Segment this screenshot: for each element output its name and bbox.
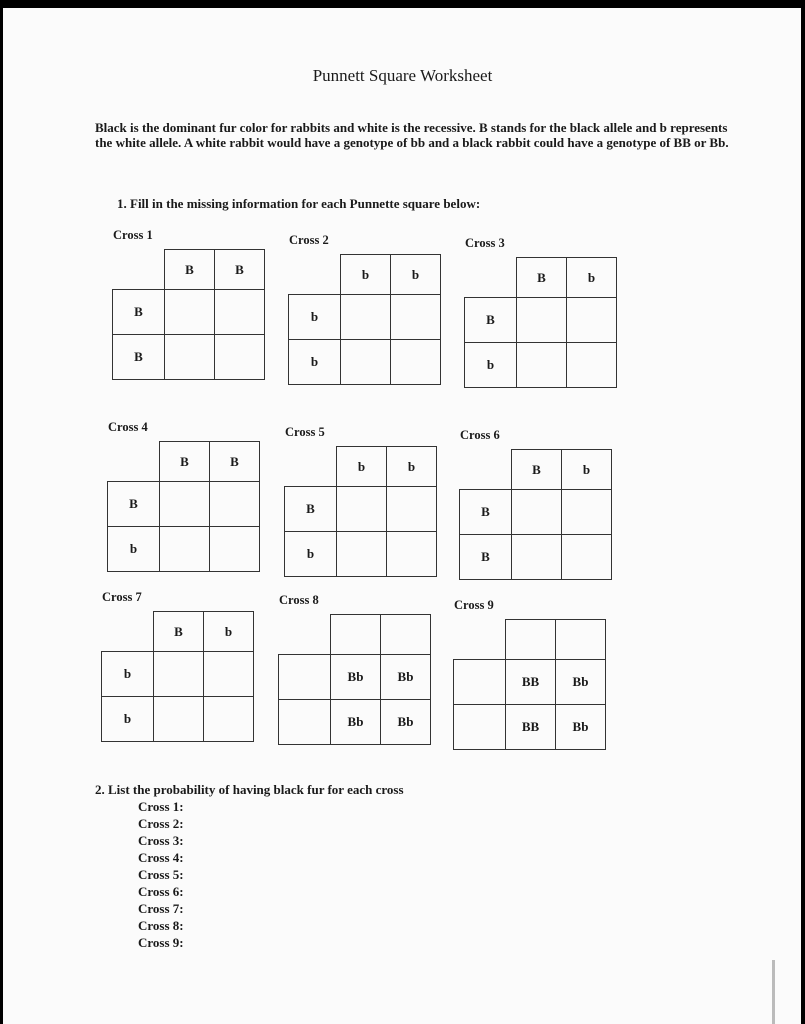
cross-label: Cross 6 (460, 428, 500, 442)
corner-blank (288, 254, 341, 295)
cross-label: Cross 8 (279, 593, 319, 607)
top-allele[interactable]: b (203, 611, 254, 652)
punnett-square-cross-9 (454, 598, 606, 750)
cross-label: Cross 9 (454, 598, 494, 612)
offspring-cell[interactable] (164, 334, 215, 380)
top-allele[interactable]: B (511, 449, 562, 490)
top-allele[interactable]: b (340, 254, 391, 295)
offspring-cell[interactable]: BB (505, 704, 556, 750)
offspring-cell[interactable] (203, 696, 254, 742)
punnett-square-cross-7 (102, 590, 254, 742)
top-allele[interactable]: b (561, 449, 612, 490)
offspring-cell[interactable] (336, 531, 387, 577)
corner-blank (278, 614, 331, 655)
offspring-cell[interactable] (561, 534, 612, 580)
probability-item[interactable]: Cross 6: (138, 884, 184, 899)
corner-blank (464, 257, 517, 298)
left-allele[interactable]: b (464, 342, 517, 388)
offspring-cell[interactable] (516, 342, 567, 388)
question-1: 1. Fill in the missing information for each Punnette square below: (117, 196, 481, 211)
offspring-cell[interactable] (386, 531, 437, 577)
top-allele[interactable]: b (336, 446, 387, 487)
left-allele[interactable]: B (459, 489, 512, 535)
left-allele[interactable]: b (101, 651, 154, 697)
page-title: Punnett Square Worksheet (312, 66, 493, 85)
offspring-cell[interactable]: Bb (330, 654, 381, 700)
offspring-cell[interactable]: Bb (380, 699, 431, 745)
scan-edge (772, 960, 775, 1024)
offspring-cell[interactable]: Bb (555, 704, 606, 750)
cross-label: Cross 5 (285, 425, 325, 439)
offspring-cell[interactable] (340, 294, 391, 340)
left-allele[interactable] (278, 699, 331, 745)
offspring-cell[interactable] (153, 696, 204, 742)
corner-blank (284, 446, 337, 487)
cross-label: Cross 1 (113, 228, 153, 242)
probability-item[interactable]: Cross 4: (138, 850, 184, 865)
corner-blank (112, 249, 165, 290)
offspring-cell[interactable] (209, 526, 260, 572)
top-allele[interactable]: B (164, 249, 215, 290)
question-2: 2. List the probability of having black fur for each cross (95, 782, 404, 797)
left-allele[interactable]: b (107, 526, 160, 572)
top-allele[interactable]: b (390, 254, 441, 295)
left-allele[interactable]: b (284, 531, 337, 577)
top-allele[interactable] (505, 619, 556, 660)
corner-blank (101, 611, 154, 652)
left-allele[interactable]: B (284, 486, 337, 532)
offspring-cell[interactable] (340, 339, 391, 385)
offspring-cell[interactable] (164, 289, 215, 335)
cross-label: Cross 3 (465, 236, 505, 250)
offspring-cell[interactable] (153, 651, 204, 697)
top-allele[interactable]: b (566, 257, 617, 298)
cross-label: Cross 4 (108, 420, 148, 434)
intro-paragraph: Black is the dominant fur color for rabbits and white is the recessive. B stands for the black allele and b represents the white allele. A white rabbit would have a genotype of bb and a black rabbit could have a genotype of BB or Bb. (95, 120, 729, 150)
corner-blank (453, 619, 506, 660)
offspring-cell[interactable] (214, 289, 265, 335)
probability-item[interactable]: Cross 5: (138, 867, 184, 882)
punnett-square-cross-3 (465, 236, 617, 388)
probability-item[interactable]: Cross 3: (138, 833, 184, 848)
left-allele[interactable]: B (464, 297, 517, 343)
top-allele[interactable]: B (159, 441, 210, 482)
top-allele[interactable]: B (153, 611, 204, 652)
probability-item[interactable]: Cross 9: (138, 935, 184, 950)
top-allele[interactable]: b (386, 446, 437, 487)
offspring-cell[interactable] (209, 481, 260, 527)
offspring-cell[interactable] (566, 297, 617, 343)
offspring-cell[interactable] (516, 297, 567, 343)
probability-item[interactable]: Cross 8: (138, 918, 184, 933)
offspring-cell[interactable] (390, 339, 441, 385)
corner-blank (107, 441, 160, 482)
offspring-cell[interactable] (390, 294, 441, 340)
left-allele[interactable]: B (459, 534, 512, 580)
offspring-cell[interactable] (159, 481, 210, 527)
punnett-square-cross-5 (285, 425, 437, 577)
offspring-cell[interactable] (203, 651, 254, 697)
left-allele[interactable] (453, 704, 506, 750)
probability-item[interactable]: Cross 2: (138, 816, 184, 831)
offspring-cell[interactable] (561, 489, 612, 535)
punnett-square-cross-4 (108, 420, 260, 572)
top-allele[interactable]: B (214, 249, 265, 290)
offspring-cell[interactable] (159, 526, 210, 572)
offspring-cell[interactable] (336, 486, 387, 532)
top-allele[interactable]: B (516, 257, 567, 298)
punnett-square-cross-6 (460, 428, 612, 580)
cross-label: Cross 2 (289, 233, 329, 247)
top-allele[interactable] (330, 614, 381, 655)
probability-item[interactable]: Cross 1: (138, 799, 184, 814)
top-allele[interactable] (555, 619, 606, 660)
offspring-cell[interactable] (511, 534, 562, 580)
left-allele[interactable]: B (112, 334, 165, 380)
punnett-square-cross-8 (279, 593, 431, 745)
corner-blank (459, 449, 512, 490)
left-allele[interactable] (278, 654, 331, 700)
left-allele[interactable]: B (107, 481, 160, 527)
left-allele[interactable] (453, 659, 506, 705)
offspring-cell[interactable] (386, 486, 437, 532)
punnett-square-cross-1 (113, 228, 265, 380)
probability-list (138, 798, 184, 951)
left-allele[interactable]: b (101, 696, 154, 742)
offspring-cell[interactable]: Bb (380, 654, 431, 700)
probability-item[interactable]: Cross 7: (138, 901, 184, 916)
offspring-cell[interactable]: Bb (555, 659, 606, 705)
top-allele[interactable]: B (209, 441, 260, 482)
offspring-cell[interactable] (511, 489, 562, 535)
punnett-square-cross-2 (289, 233, 441, 385)
offspring-cell[interactable] (214, 334, 265, 380)
cross-label: Cross 7 (102, 590, 142, 604)
top-allele[interactable] (380, 614, 431, 655)
left-allele[interactable]: B (112, 289, 165, 335)
offspring-cell[interactable]: BB (505, 659, 556, 705)
offspring-cell[interactable] (566, 342, 617, 388)
left-allele[interactable]: b (288, 339, 341, 385)
offspring-cell[interactable]: Bb (330, 699, 381, 745)
left-allele[interactable]: b (288, 294, 341, 340)
